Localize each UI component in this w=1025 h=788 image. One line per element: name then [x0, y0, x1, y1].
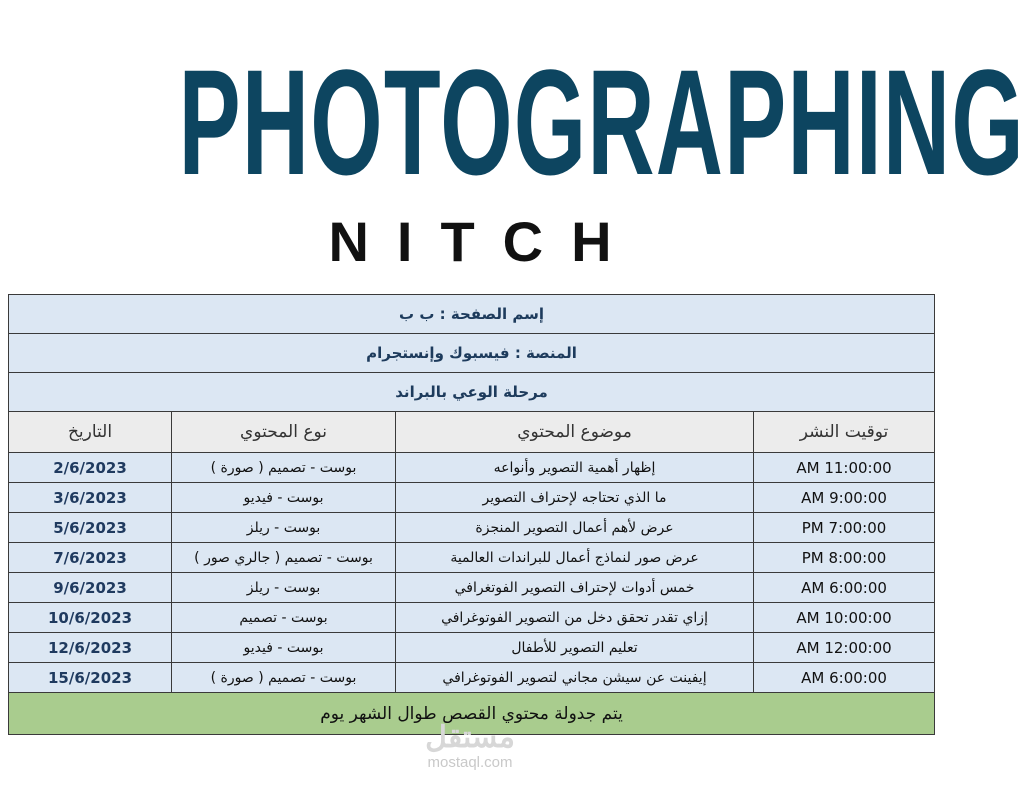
header-type: نوع المحتوي: [172, 412, 396, 453]
topic-cell: تعليم التصوير للأطفال: [396, 633, 754, 663]
time-cell: 7:00:00 PM: [754, 513, 935, 543]
topic-cell: عرض لأهم أعمال التصوير المنجزة: [396, 513, 754, 543]
table-row: [9, 663, 935, 693]
type-cell: بوست - فيديو: [172, 483, 396, 513]
date-cell: 7/6/2023: [9, 543, 172, 573]
table-row: [9, 513, 935, 543]
time-cell: 11:00:00 AM: [754, 453, 935, 483]
stage-row: [9, 373, 935, 412]
table-row: [9, 573, 935, 603]
header-topic: موضوع المحتوي: [396, 412, 754, 453]
platform-row: [9, 334, 935, 373]
time-cell: 8:00:00 PM: [754, 543, 935, 573]
page-subtitle: NITCH: [328, 210, 640, 273]
header-time: توقيت النشر: [754, 412, 935, 453]
page-title: PHOTOGRAPHING: [178, 38, 1025, 206]
time-cell: 10:00:00 AM: [754, 603, 935, 633]
page-name-row: [9, 295, 935, 334]
topic-cell: إيفينت عن سيشن مجاني لتصوير الفوتوغرافي: [396, 663, 754, 693]
type-cell: بوست - ريلز: [172, 573, 396, 603]
type-cell: بوست - تصميم: [172, 603, 396, 633]
topic-cell: ما الذي تحتاجه لإحتراف التصوير: [396, 483, 754, 513]
table-row: [9, 603, 935, 633]
type-cell: بوست - تصميم ( صورة ): [172, 663, 396, 693]
stage-cell: مرحلة الوعي بالبراند: [9, 373, 935, 412]
type-cell: بوست - تصميم ( صورة ): [172, 453, 396, 483]
watermark: [0, 722, 940, 772]
topic-cell: إظهار أهمية التصوير وأنواعه: [396, 453, 754, 483]
type-cell: بوست - ريلز: [172, 513, 396, 543]
topic-cell: عرض صور لنماذج أعمال للبراندات العالمية: [396, 543, 754, 573]
watermark-url: mostaql.com: [427, 754, 513, 771]
table-row: [9, 633, 935, 663]
date-cell: 5/6/2023: [9, 513, 172, 543]
topic-cell: إزاي تقدر تحقق دخل من التصوير الفوتوغرافي: [396, 603, 754, 633]
date-cell: 10/6/2023: [9, 603, 172, 633]
time-cell: 9:00:00 AM: [754, 483, 935, 513]
date-cell: 2/6/2023: [9, 453, 172, 483]
table-row: [9, 453, 935, 483]
type-cell: بوست - تصميم ( جالري صور ): [172, 543, 396, 573]
type-cell: بوست - فيديو: [172, 633, 396, 663]
date-cell: 9/6/2023: [9, 573, 172, 603]
header-date: التاريخ: [9, 412, 172, 453]
date-cell: 3/6/2023: [9, 483, 172, 513]
page-name-cell: إسم الصفحة : ب ب: [9, 295, 935, 334]
time-cell: 6:00:00 AM: [754, 573, 935, 603]
topic-cell: خمس أدوات لإحتراف التصوير الفوتغرافي: [396, 573, 754, 603]
date-cell: 12/6/2023: [9, 633, 172, 663]
header-row: [9, 412, 935, 453]
date-cell: 15/6/2023: [9, 663, 172, 693]
time-cell: 6:00:00 AM: [754, 663, 935, 693]
stories-note-cell: يتم جدولة محتوي القصص طوال الشهر يوم: [9, 693, 935, 735]
table-row: [9, 483, 935, 513]
content-schedule-table: [8, 294, 935, 735]
platform-cell: المنصة : فيسبوك وإنستجرام: [9, 334, 935, 373]
table-row: [9, 543, 935, 573]
time-cell: 12:00:00 AM: [754, 633, 935, 663]
watermark-logo: مستقل: [425, 721, 515, 754]
